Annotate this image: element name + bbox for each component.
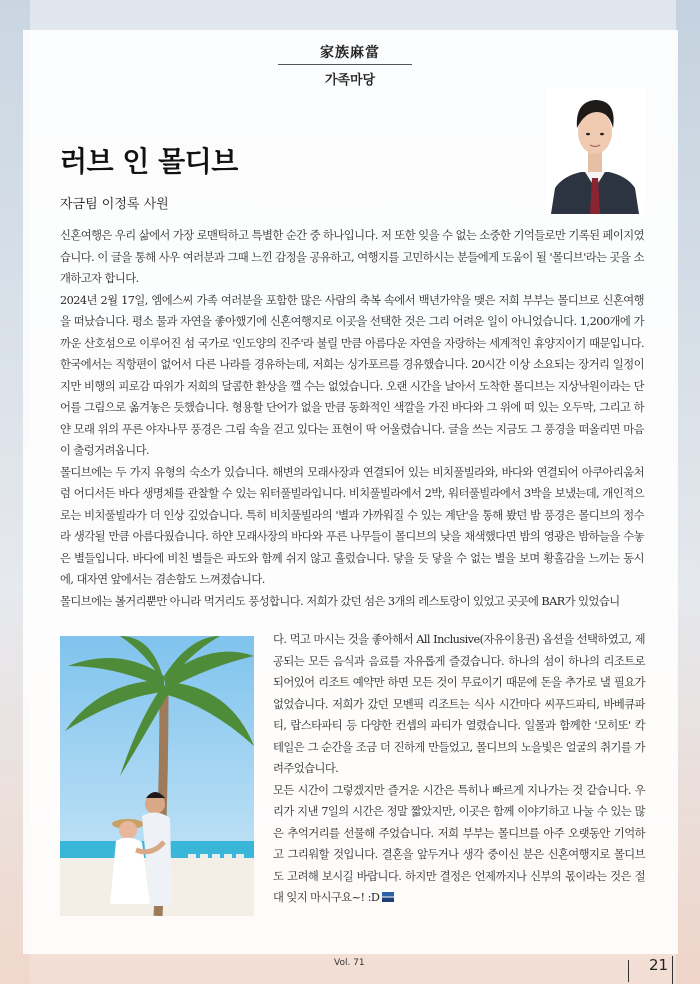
footer-divider <box>628 960 629 982</box>
body-paragraph: 다. 먹고 마시는 것을 좋아해서 All Inclusive(자유이용권) 옵션을 선택하였고, 제공되는 모든 음식과 음료를 자유롭게 즐겼습니다. 하나의 섬이 하나의 리조트로 되어있어 리조트 예약만 하면 모든 것이 무료이기 때문에 돈을 추가로 낼 필요가 없었습니다. 저희가 갔던 모벤픽 리조트는 식사 시간마다 씨푸드파티, 바베큐파티, 랍스타파티 등 다양한 컨셉의 파티가 열렸습니다. 일몰과 함께한 '모히또' 칵테일은 그 순간을 조금 더 진하게 만들었고, 몰디브의 노을빛은 얼굴의 취기를 가려주었습니다. <box>273 633 645 775</box>
issue-volume: Vol. 71 <box>334 958 365 968</box>
article-author: 자금팀 이정록 사원 <box>60 197 169 212</box>
body-paragraph: 몰디브에는 두 가지 유형의 숙소가 있습니다. 해변의 모래사장과 연결되어 있는 비치풀빌라와, 바다와 연결되어 아쿠아리움처럼 어디서든 바다 생명체를 관찰할 수 있는 워터풀빌라입니다. 비치풀빌라에서 2박, 워터풀빌라에서 3박을 보냈는데, 개인적으로는 비치풀빌라가 더 인상 깊었습니다. 특히 비치풀빌라의 '별과 가까워질 수 있는 계단'을 통해 봤던 밤 풍경은 몰디브의 정수라 생각될 만큼 아름다웠습니다. 하얀 모래사장의 바다와 푸른 나무들이 몰디브의 낮을 채색했다면 밤의 영광은 밤하늘을 수놓은 별들입니다. 바다에 비친 별들은 파도와 함께 쉬지 않고 흘렀습니다. 닿을 듯 닿을 수 없는 별을 보며 황홀감을 느끼는 동시에, 대자연 앞에서는 겸손함도 느껴졌습니다. <box>60 465 644 586</box>
footer-edge-line <box>672 956 673 984</box>
body-paragraph: 신혼여행은 우리 삶에서 가장 로맨틱하고 특별한 순간 중 하나입니다. 저 또한 잊을 수 없는 소중한 기억들로만 기록된 페이지였습니다. 이 글을 통해 사우 여러분과 그때 느낀 감정을 공유하고, 여행지를 고민하시는 분들에게 도움이 될 '몰디브'라는 곳을 소개하고자 합니다. <box>60 229 644 285</box>
article-body <box>60 225 644 612</box>
author-portrait-photo <box>545 88 645 214</box>
body-paragraph: 2024년 2월 17일, 엠에스씨 가족 여러분을 포함한 많은 사람의 축복 속에서 백년가약을 맺은 저희 부부는 몰디브로 신혼여행을 떠났습니다. 평소 물과 자연을 좋아했기에 신혼여행지로 이곳을 선택한 것은 그리 어려운 일이 아니었습니다. 1,200개에 가까운 산호섬으로 이루어진 섬 국가로 '인도양의 진주'라 불릴 만큼 아름다운 자연을 자랑하는 세계적인 휴양지이기 때문입니다. 한국에서는 직항편이 없어서 다른 나라를 경유하는데, 저희는 싱가포르를 경유했습니다. 20시간 이상 소요되는 장거리 일정이지만 비행의 피로감 따위가 저희의 달콤한 환상을 깰 수는 없었습니다. 오랜 시간을 날아서 도착한 몰디브는 지상낙원이라는 단어를 그림으로 옮겨놓은 듯했습니다. 형용할 단어가 없을 만큼 동화적인 색깔을 가진 바다와 그 위에 떠 있는 오두막, 그리고 하얀 모래 위의 푸른 야자나무 풍경은 그림 속을 걷고 있다는 표현이 딱 어울렸습니다. 글을 쓰는 지금도 그 풍경을 떠올리면 마음이 출렁거려옵니다. <box>60 293 644 457</box>
article-body-continued <box>273 629 645 909</box>
header-divider <box>278 64 412 65</box>
section-title-korean: 가족마당 <box>324 73 376 88</box>
body-paragraph <box>273 780 645 909</box>
article-title: 러브 인 몰디브 <box>60 145 238 178</box>
beach-couple-photo <box>60 636 254 916</box>
company-logo-icon <box>382 892 394 902</box>
background-sky-right <box>676 0 700 984</box>
body-paragraph: 몰디브에는 볼거리뿐만 아니라 먹거리도 풍성합니다. 저희가 갔던 섬은 3개의 레스토랑이 있었고 곳곳에 BAR가 있었습니 <box>60 594 620 608</box>
page-number: 21 <box>649 956 669 974</box>
closing-text: 모든 시간이 그렇겠지만 즐거운 시간은 특히나 빠르게 지나가는 것 같습니다. 우리가 지낸 7일의 시간은 정말 짧았지만, 이곳은 함께 이야기하고 나눌 수 있는 많은 추억거리를 선물해 주었습니다. 저희 부부는 몰디브를 아주 오랫동안 기억하고 그리워할 것입니다. 결혼을 앞두거나 생각 중이신 분은 신혼여행지로 몰디브도 고려해 보시길 바랍니다. 하지만 결정은 언제까지나 신부의 몫이라는 것은 절대 잊지 마시구요~! :D <box>273 783 645 904</box>
section-title-hanja: 家族麻當 <box>320 45 380 61</box>
